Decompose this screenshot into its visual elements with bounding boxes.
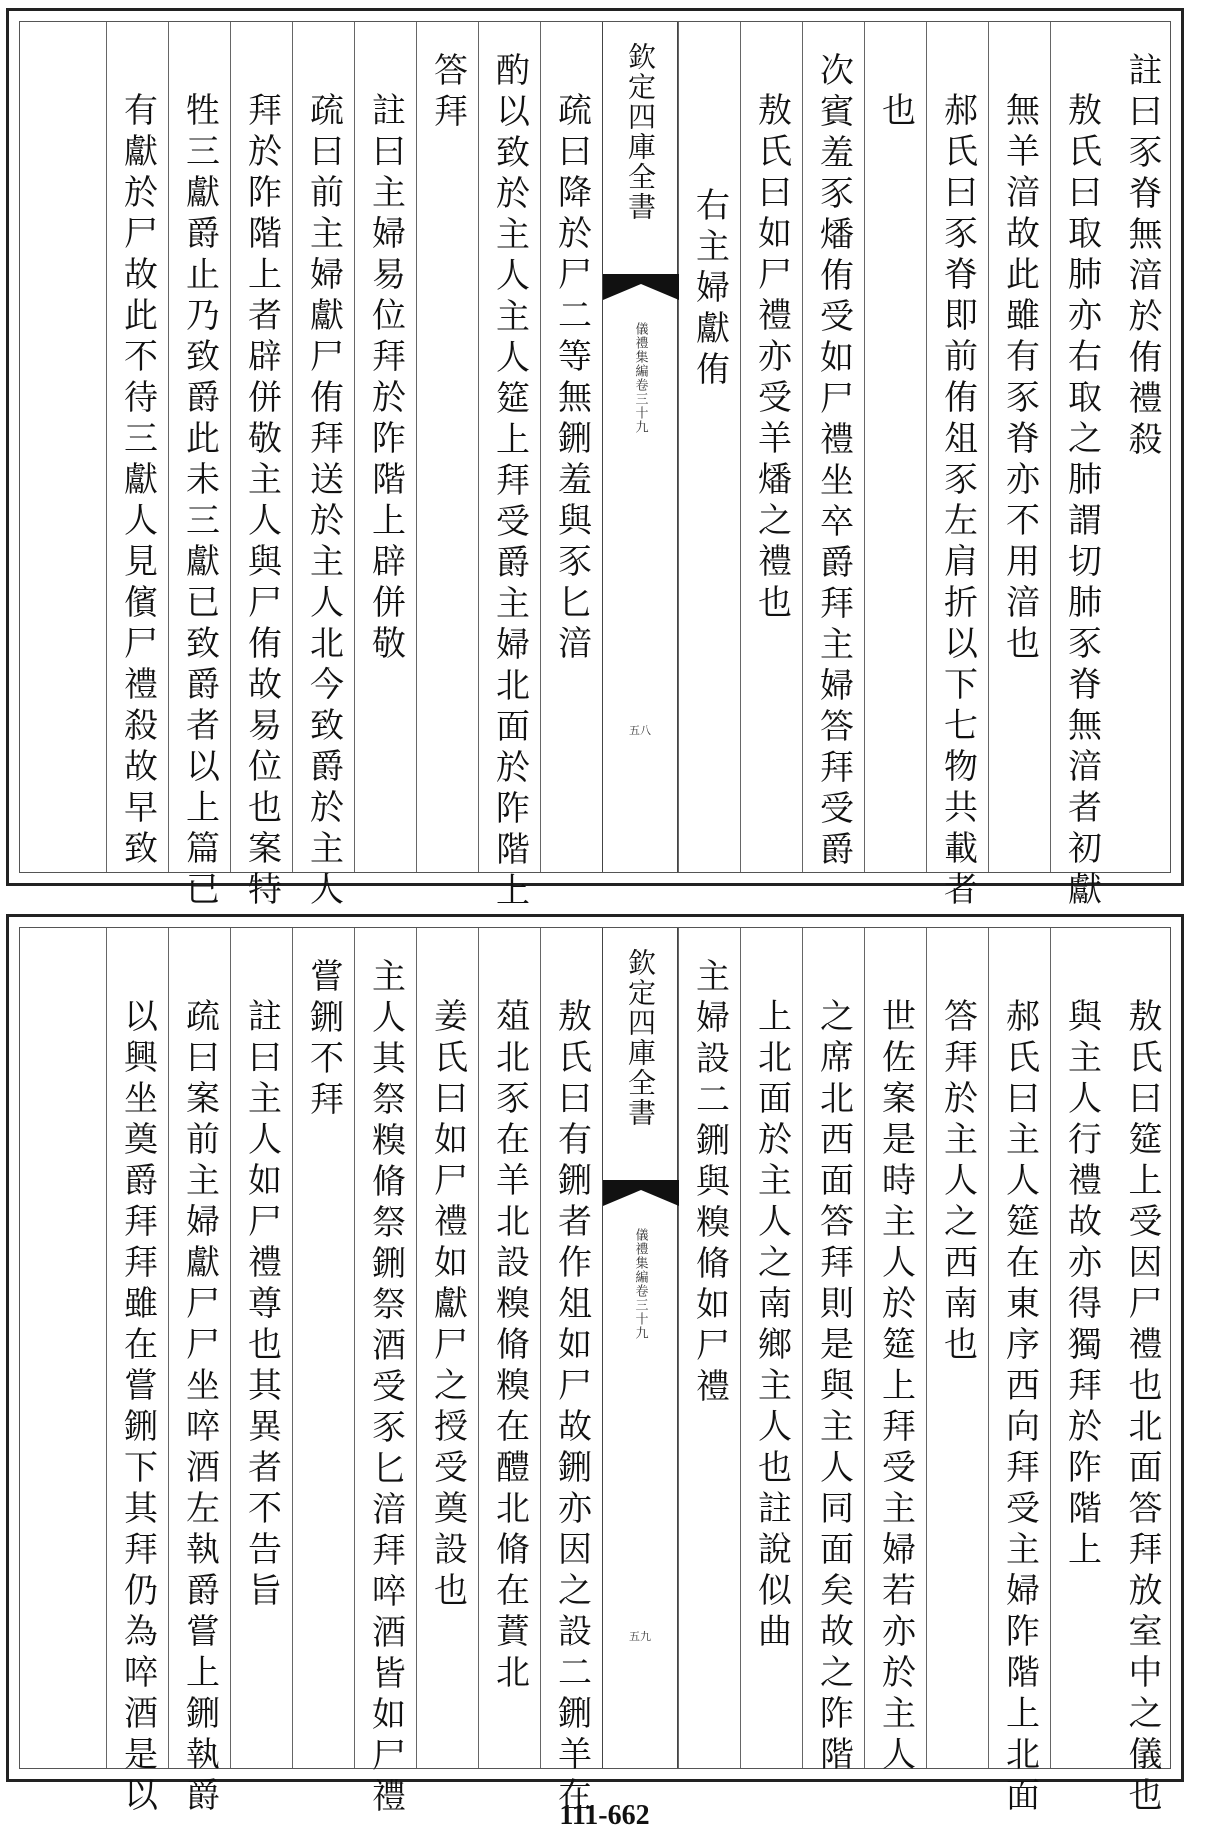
text-column — [354, 928, 416, 1819]
text-column — [540, 928, 602, 1818]
center-fold — [602, 928, 678, 1768]
text-column — [168, 928, 230, 1818]
book-title: 儀禮集編 — [632, 322, 648, 378]
column-text: 上北面於主人之南鄉主人也註說似曲 — [751, 998, 792, 1654]
text-column — [864, 22, 926, 872]
column-text: 無羊湆故此雖有豕脊亦不用湆也 — [999, 92, 1040, 666]
column-text: 答拜 — [427, 52, 468, 134]
text-column — [292, 928, 354, 1768]
column-text: 與主人行禮故亦得獨拜於阼階上 — [1061, 998, 1102, 1572]
text-column — [416, 928, 478, 1768]
column-text: 次賓羞豕燔侑受如尸禮坐卒爵拜主婦答拜受爵 — [813, 52, 854, 872]
top-page-panel — [6, 8, 1184, 913]
column-text: 疏曰案前主婦獻尸尸坐啐酒左執爵嘗上鉶執爵 — [179, 998, 220, 1818]
center-book-title — [631, 1228, 650, 1340]
text-column — [740, 928, 802, 1768]
column-text: 有獻於尸故此不待三獻人見儐尸禮殺故早致 — [117, 92, 158, 871]
column-text: 郝氏曰主人筵在東序西向拜受主婦阼階上北面 — [999, 998, 1040, 1818]
text-column — [168, 22, 230, 912]
text-column — [106, 928, 168, 1818]
column-text: 之席北西面答拜則是與主人同面矣故之阼階 — [813, 998, 854, 1777]
text-column — [1112, 928, 1172, 1818]
column-text: 敖氏曰有鉶者作俎如尸故鉶亦因之設二鉶羊在 — [551, 998, 592, 1818]
text-column — [1050, 928, 1112, 1768]
text-column — [540, 22, 602, 872]
text-column — [1112, 22, 1172, 872]
text-column — [926, 22, 988, 912]
column-text: 註曰主婦易位拜於阼階上辟併敬 — [365, 92, 406, 666]
text-column — [1050, 22, 1112, 912]
text-column — [740, 22, 802, 872]
fishtail-mark-icon — [603, 1180, 679, 1206]
center-fold — [602, 22, 678, 872]
text-column — [416, 22, 478, 872]
text-column — [106, 22, 168, 872]
text-column — [478, 22, 540, 913]
column-text: 酌以致於主人主人筵上拜受爵主婦北面於阼階上 — [489, 52, 530, 913]
column-text: 右主婦獻侑 — [689, 187, 730, 392]
column-text: 世佐案是時主人於筵上拜受主婦若亦於主人 — [875, 998, 916, 1777]
column-text: 主人其祭糗脩祭鉶祭酒受豕匕湆拜啐酒皆如尸禮 — [365, 958, 406, 1819]
text-column — [988, 928, 1050, 1818]
top-page-columns — [19, 21, 1171, 913]
text-column — [988, 22, 1050, 872]
column-text: 疏曰前主婦獻尸侑拜送於主人北今致爵於主人 — [303, 92, 344, 912]
text-column — [230, 928, 292, 1768]
column-text: 主婦設二鉶與糗脩如尸禮 — [689, 958, 730, 1409]
fishtail-mark-icon — [603, 274, 679, 300]
page-marker: 五九 — [629, 1630, 651, 1643]
text-column — [802, 22, 864, 872]
text-column — [678, 22, 740, 872]
column-text: 疏曰降於尸二等無鉶羞與豕匕湆 — [551, 92, 592, 666]
text-column — [926, 928, 988, 1768]
volume-label: 卷三十九 — [632, 378, 648, 434]
column-text: 姜氏曰如尸禮如獻尸之授受奠設也 — [427, 998, 468, 1613]
volume-label: 卷三十九 — [632, 1284, 648, 1340]
column-text: 牲三獻爵止乃致爵此未三獻已致爵者以上篇已 — [179, 92, 220, 912]
column-text: 敖氏曰取肺亦右取之肺謂切肺豕脊無湆者初獻 — [1061, 92, 1102, 912]
center-title: 欽定四庫全書 — [624, 42, 657, 222]
text-column — [802, 928, 864, 1777]
text-column — [478, 928, 540, 1768]
column-text: 郝氏曰豕脊即前侑俎豕左肩折以下七物共載者 — [937, 92, 978, 912]
book-title: 儀禮集編 — [632, 1228, 648, 1284]
text-column — [354, 22, 416, 872]
column-text: 葅北豕在羊北設糗脩糗在醴北脩在蕡北 — [489, 998, 530, 1695]
column-text: 敖氏曰如尸禮亦受羊燔之禮也 — [751, 92, 792, 625]
column-text: 以興坐奠爵拜拜雖在嘗鉶下其拜仍為啐酒是以 — [117, 998, 158, 1818]
text-column — [864, 928, 926, 1777]
text-column — [678, 928, 740, 1768]
page-marker: 五八 — [629, 724, 651, 737]
column-text: 答拜於主人之西南也 — [937, 998, 978, 1367]
column-text: 註曰主人如尸禮尊也其異者不告旨 — [241, 998, 282, 1613]
column-text: 也 — [875, 92, 916, 133]
column-text: 敖氏曰筵上受因尸禮也北面答拜放室中之儀也 — [1122, 998, 1162, 1818]
center-title: 欽定四庫全書 — [624, 948, 657, 1128]
column-text: 註曰豕脊無湆於侑禮殺 — [1122, 52, 1162, 462]
text-column — [230, 22, 292, 912]
page-number: 111-662 — [559, 1800, 650, 1831]
text-column — [292, 22, 354, 912]
center-book-title — [631, 322, 650, 434]
column-text: 嘗鉶不拜 — [303, 958, 344, 1122]
column-text: 拜於阼階上者辟併敬主人與尸侑故易位也案特 — [241, 92, 282, 912]
